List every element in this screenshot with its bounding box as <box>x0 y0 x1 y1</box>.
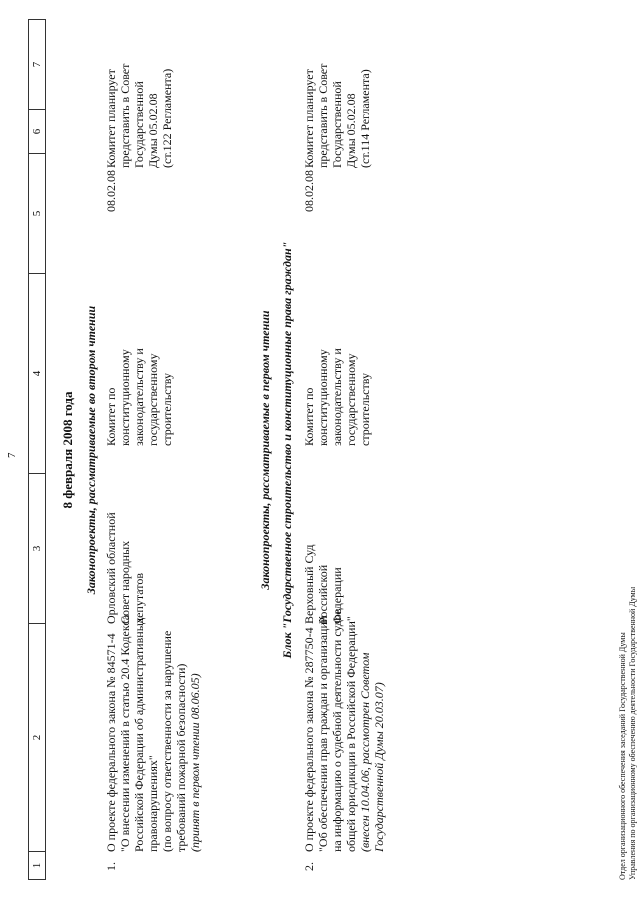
item-note <box>104 28 174 168</box>
column-header-row <box>29 20 46 880</box>
author-line: Российской <box>316 564 330 624</box>
note-line: Комитет планирует <box>104 69 118 168</box>
author-line: Верховный Суд <box>302 544 316 624</box>
item-author <box>302 514 344 624</box>
footer-line-2: Управления по организационному обеспечению деятельности Государственной Думы <box>628 586 637 880</box>
item-date: 08.02.08 <box>104 170 118 212</box>
title-line: правонарушениях" <box>146 755 160 852</box>
item-committee <box>302 326 372 446</box>
item-committee <box>104 326 174 446</box>
committee-line: законодательству и <box>330 348 344 446</box>
item-number: 1. <box>104 862 118 871</box>
title-line: "Об обеспечении прав граждан и организаций <box>316 615 330 852</box>
page-number: 7 <box>6 452 18 458</box>
committee-line: Комитет по <box>104 387 118 446</box>
note-line: (ст.122 Регламента) <box>160 68 174 168</box>
title-line: на информацию о судебной деятельности судов <box>330 608 344 852</box>
title-line: (по вопросу ответственности за нарушение <box>160 630 174 852</box>
committee-line: строительству <box>358 373 372 446</box>
footer <box>618 587 638 880</box>
footer-line-1: Отдел организационного обеспечения заседаний Государственной Думы <box>618 632 627 880</box>
item-title <box>104 614 202 852</box>
column-header-3: 3 <box>29 474 46 624</box>
note-line: Государственной <box>132 81 146 168</box>
title-line: Российской Федерации об административных <box>132 617 146 852</box>
column-header-7: 7 <box>29 20 46 110</box>
note-line: представить в Совет <box>118 63 132 168</box>
author-line: депутатов <box>132 572 146 624</box>
note-line: Комитет планирует <box>302 69 316 168</box>
item-author <box>104 514 146 624</box>
title-status: (принят в первом чтении 08.06.05) <box>188 673 202 852</box>
item-title <box>302 608 386 852</box>
committee-line: конституционному <box>118 349 132 446</box>
committee-line: законодательству и <box>132 348 146 446</box>
block-title: Блок "Государственное строительство и конституционные права граждан" <box>280 241 294 659</box>
column-header-4: 4 <box>29 274 46 474</box>
column-header-table <box>28 19 46 880</box>
note-line: (ст.114 Регламента) <box>358 69 372 168</box>
column-header-2: 2 <box>29 624 46 852</box>
item-note <box>302 28 372 168</box>
note-line: Государственной <box>330 81 344 168</box>
note-line: представить в Совет <box>316 63 330 168</box>
column-header-5: 5 <box>29 154 46 274</box>
committee-line: Комитет по <box>302 387 316 446</box>
item-number: 2. <box>302 862 316 871</box>
column-header-6: 6 <box>29 110 46 154</box>
column-header-1: 1 <box>29 852 46 880</box>
note-line: Думы 05.02.08 <box>344 93 358 168</box>
date-title: 8 февраля 2008 года <box>60 391 75 509</box>
author-line: Совет народных <box>118 540 132 624</box>
author-line: Федерации <box>330 567 344 624</box>
title-line: О проекте федерального закона № 84571-4 <box>104 633 118 852</box>
section-second-reading: Законопроекты, рассматриваемые во втором чтении <box>84 305 98 595</box>
note-line: Думы 05.02.08 <box>146 93 160 168</box>
committee-line: государственному <box>344 353 358 446</box>
title-line: требований пожарной безопасности) <box>174 663 188 852</box>
author-line: Орловский областной <box>104 512 118 624</box>
item-date: 08.02.08 <box>302 170 316 212</box>
committee-line: государственному <box>146 353 160 446</box>
committee-line: конституционному <box>316 349 330 446</box>
title-line: "О внесении изменений в статью 20.4 Кодекса <box>118 614 132 852</box>
section-first-reading: Законопроекты, рассматриваемые в первом чтении <box>258 310 272 590</box>
committee-line: строительству <box>160 373 174 446</box>
title-line: О проекте федерального закона № 287750-4 <box>302 627 316 852</box>
title-line: общей юрисдикции в Российской Федерации" <box>344 616 358 852</box>
title-status: Государственной Думы 20.03.07) <box>372 682 386 852</box>
title-status: (внесен 10.04.06, рассмотрен Советом <box>358 652 372 852</box>
